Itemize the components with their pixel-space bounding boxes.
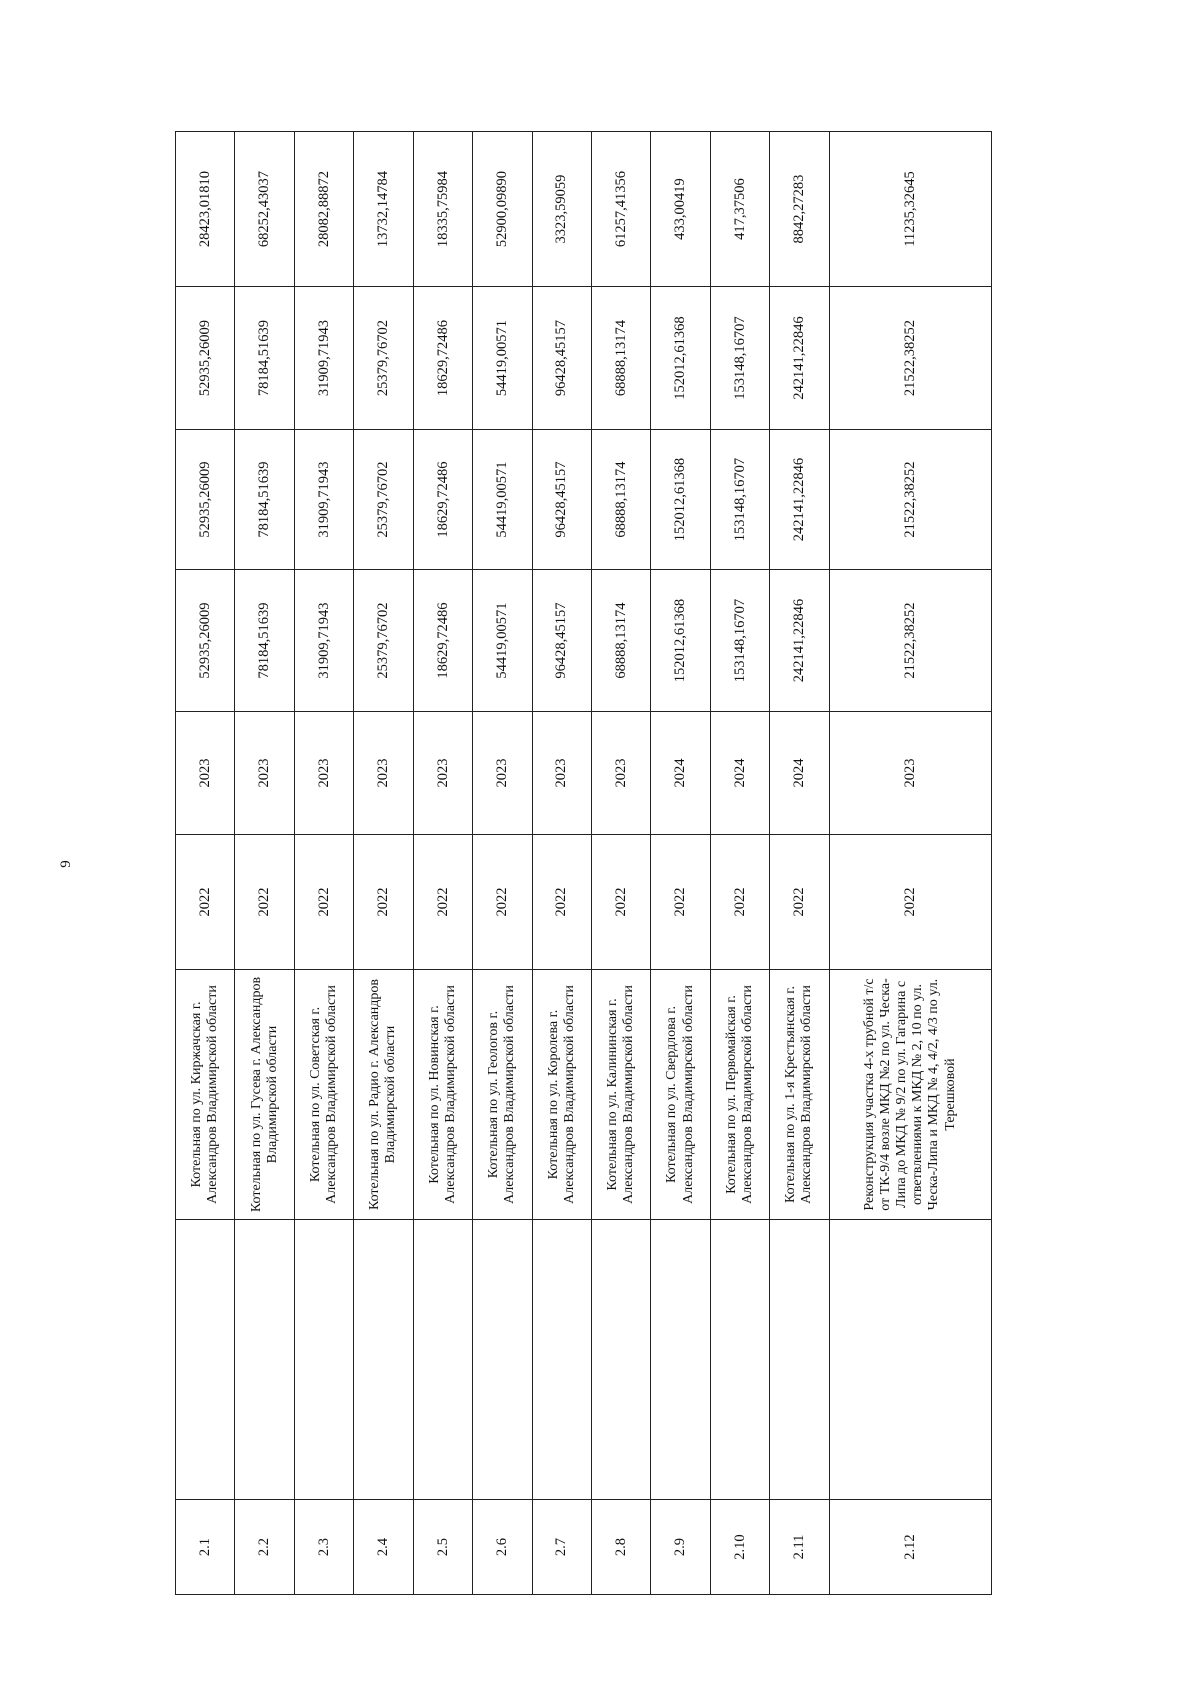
object-name-cell: Котельная по ул. Калининская г. Александров Владимирской области xyxy=(591,970,650,1220)
object-name-cell: Котельная по ул. Новинская г. Александров Владимирской области xyxy=(413,970,472,1220)
table-row xyxy=(473,132,532,1595)
value-cell-1: 242141,22846 xyxy=(770,570,829,712)
value-cell-4: 417,37506 xyxy=(710,132,769,287)
value-cell-3: 31909,71943 xyxy=(294,287,353,430)
page-number: 9 xyxy=(58,860,74,868)
value-cell-3: 96428,45157 xyxy=(532,287,591,430)
investment-program-table xyxy=(175,131,992,1595)
value-cell-1: 96428,45157 xyxy=(532,570,591,712)
table-row xyxy=(235,132,294,1595)
row-number-cell: 2.1 xyxy=(176,1500,235,1595)
table-row xyxy=(354,132,413,1595)
value-cell-1: 25379,76702 xyxy=(354,570,413,712)
empty-cell xyxy=(591,1220,650,1500)
empty-cell xyxy=(651,1220,710,1500)
table-body xyxy=(176,132,992,1595)
value-cell-4: 61257,41356 xyxy=(591,132,650,287)
end-year-cell: 2023 xyxy=(473,712,532,835)
end-year-cell: 2023 xyxy=(532,712,591,835)
start-year-cell: 2022 xyxy=(710,835,769,970)
value-cell-3: 68888,13174 xyxy=(591,287,650,430)
row-number-cell: 2.8 xyxy=(591,1500,650,1595)
value-cell-1: 153148,16707 xyxy=(710,570,769,712)
start-year-cell: 2022 xyxy=(354,835,413,970)
empty-cell xyxy=(413,1220,472,1500)
object-name-cell: Котельная по ул. Свердлова г. Александров Владимирской области xyxy=(651,970,710,1220)
value-cell-4: 18335,75984 xyxy=(413,132,472,287)
value-cell-2: 31909,71943 xyxy=(294,430,353,570)
value-cell-4: 68252,43037 xyxy=(235,132,294,287)
object-name-cell: Котельная по ул. Королева г. Александров Владимирской области xyxy=(532,970,591,1220)
value-cell-3: 18629,72486 xyxy=(413,287,472,430)
value-cell-3: 153148,16707 xyxy=(710,287,769,430)
value-cell-4: 52900,09890 xyxy=(473,132,532,287)
start-year-cell: 2022 xyxy=(413,835,472,970)
empty-cell xyxy=(532,1220,591,1500)
value-cell-4: 28423,01810 xyxy=(176,132,235,287)
value-cell-2: 18629,72486 xyxy=(413,430,472,570)
start-year-cell: 2022 xyxy=(532,835,591,970)
end-year-cell: 2023 xyxy=(591,712,650,835)
value-cell-1: 18629,72486 xyxy=(413,570,472,712)
value-cell-4: 13732,14784 xyxy=(354,132,413,287)
start-year-cell: 2022 xyxy=(829,835,991,970)
end-year-cell: 2024 xyxy=(651,712,710,835)
row-number-cell: 2.7 xyxy=(532,1500,591,1595)
row-number-cell: 2.10 xyxy=(710,1500,769,1595)
value-cell-3: 78184,51639 xyxy=(235,287,294,430)
value-cell-4: 11235,32645 xyxy=(829,132,991,287)
value-cell-2: 21522,38252 xyxy=(829,430,991,570)
table-row xyxy=(829,132,991,1595)
row-number-cell: 2.4 xyxy=(354,1500,413,1595)
start-year-cell: 2022 xyxy=(591,835,650,970)
object-name-cell: Котельная по ул. 1-я Крестьянская г. Александров Владимирской области xyxy=(770,970,829,1220)
value-cell-4: 3323,59059 xyxy=(532,132,591,287)
object-name-cell: Котельная по ул. Первомайская г. Александров Владимирской области xyxy=(710,970,769,1220)
end-year-cell: 2023 xyxy=(176,712,235,835)
value-cell-4: 28082,88872 xyxy=(294,132,353,287)
table-row xyxy=(710,132,769,1595)
value-cell-2: 52935,26009 xyxy=(176,430,235,570)
value-cell-3: 21522,38252 xyxy=(829,287,991,430)
empty-cell xyxy=(176,1220,235,1500)
end-year-cell: 2023 xyxy=(413,712,472,835)
value-cell-2: 54419,00571 xyxy=(473,430,532,570)
empty-cell xyxy=(294,1220,353,1500)
value-cell-3: 152012,61368 xyxy=(651,287,710,430)
row-number-cell: 2.11 xyxy=(770,1500,829,1595)
table-row xyxy=(591,132,650,1595)
value-cell-1: 31909,71943 xyxy=(294,570,353,712)
table-row xyxy=(294,132,353,1595)
value-cell-2: 153148,16707 xyxy=(710,430,769,570)
start-year-cell: 2022 xyxy=(235,835,294,970)
value-cell-3: 52935,26009 xyxy=(176,287,235,430)
table-row xyxy=(532,132,591,1595)
table-row xyxy=(651,132,710,1595)
end-year-cell: 2023 xyxy=(294,712,353,835)
start-year-cell: 2022 xyxy=(176,835,235,970)
value-cell-1: 52935,26009 xyxy=(176,570,235,712)
empty-cell xyxy=(235,1220,294,1500)
end-year-cell: 2023 xyxy=(235,712,294,835)
row-number-cell: 2.6 xyxy=(473,1500,532,1595)
value-cell-2: 152012,61368 xyxy=(651,430,710,570)
object-name-cell: Котельная по ул. Советская г. Александров Владимирской области xyxy=(294,970,353,1220)
empty-cell xyxy=(354,1220,413,1500)
value-cell-3: 54419,00571 xyxy=(473,287,532,430)
empty-cell xyxy=(473,1220,532,1500)
row-number-cell: 2.5 xyxy=(413,1500,472,1595)
value-cell-3: 242141,22846 xyxy=(770,287,829,430)
table-row xyxy=(413,132,472,1595)
object-name-cell: Котельная по ул. Геологов г. Александров Владимирской области xyxy=(473,970,532,1220)
table-row xyxy=(176,132,235,1595)
start-year-cell: 2022 xyxy=(770,835,829,970)
value-cell-2: 25379,76702 xyxy=(354,430,413,570)
object-name-cell: Котельная по ул. Киржачская г. Александров Владимирской области xyxy=(176,970,235,1220)
value-cell-2: 68888,13174 xyxy=(591,430,650,570)
row-number-cell: 2.9 xyxy=(651,1500,710,1595)
value-cell-4: 8842,27283 xyxy=(770,132,829,287)
end-year-cell: 2024 xyxy=(770,712,829,835)
value-cell-2: 78184,51639 xyxy=(235,430,294,570)
end-year-cell: 2023 xyxy=(354,712,413,835)
value-cell-2: 96428,45157 xyxy=(532,430,591,570)
row-number-cell: 2.12 xyxy=(829,1500,991,1595)
value-cell-1: 68888,13174 xyxy=(591,570,650,712)
object-name-cell: Котельная по ул. Гусева г. Александров Владимирской области xyxy=(235,970,294,1220)
start-year-cell: 2022 xyxy=(294,835,353,970)
end-year-cell: 2023 xyxy=(829,712,991,835)
table-row xyxy=(770,132,829,1595)
empty-cell xyxy=(829,1220,991,1500)
value-cell-1: 21522,38252 xyxy=(829,570,991,712)
value-cell-4: 433,00419 xyxy=(651,132,710,287)
table-container xyxy=(175,170,992,1595)
value-cell-1: 152012,61368 xyxy=(651,570,710,712)
value-cell-1: 78184,51639 xyxy=(235,570,294,712)
end-year-cell: 2024 xyxy=(710,712,769,835)
empty-cell xyxy=(770,1220,829,1500)
value-cell-2: 242141,22846 xyxy=(770,430,829,570)
row-number-cell: 2.3 xyxy=(294,1500,353,1595)
row-number-cell: 2.2 xyxy=(235,1500,294,1595)
object-name-cell: Реконструкция участка 4-х трубной т/с от ТК-9/4 возле МКД №2 по ул. Ческа-Липа до МКД № 9/2 по ул. Гагарина с ответвлениями к МКД № 2, 10 по ул. Ческа-Липа и МКД № 4, 4/2, 4/3 по ул. Терешковой xyxy=(829,970,991,1220)
value-cell-3: 25379,76702 xyxy=(354,287,413,430)
object-name-cell: Котельная по ул. Радио г. Александров Владимирской области xyxy=(354,970,413,1220)
start-year-cell: 2022 xyxy=(473,835,532,970)
start-year-cell: 2022 xyxy=(651,835,710,970)
value-cell-1: 54419,00571 xyxy=(473,570,532,712)
empty-cell xyxy=(710,1220,769,1500)
